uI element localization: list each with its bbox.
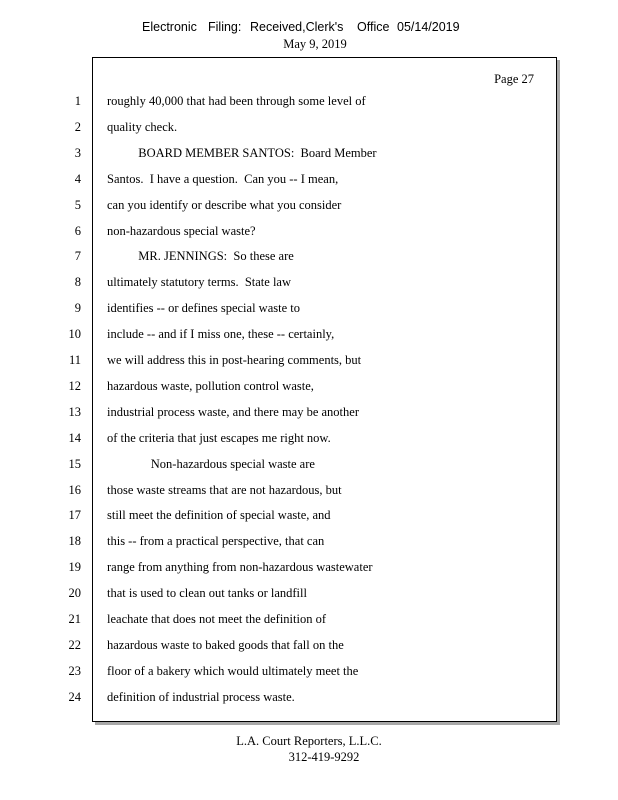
transcript-date: May 9, 2019: [283, 37, 347, 51]
line-text: can you identify or describe what you consider: [107, 197, 342, 212]
line-text: Santos. I have a question. Can you -- I mean,: [107, 171, 339, 186]
line-number: 19: [68, 560, 81, 575]
line-text: definition of industrial process waste.: [107, 689, 295, 704]
line-number: 2: [74, 119, 81, 134]
line-number: 13: [68, 404, 81, 419]
stamp-filing: Filing:: [208, 20, 242, 34]
line-number: 4: [74, 171, 81, 186]
line-number: 18: [68, 534, 81, 549]
stamp-electronic: Electronic: [142, 20, 197, 34]
line-text: MR. JENNINGS: So these are: [107, 249, 294, 264]
line-text: that is used to clean out tanks or landfill: [107, 586, 307, 601]
line-number: 22: [68, 637, 81, 652]
line-text: hazardous waste to baked goods that fall on the: [107, 637, 344, 652]
line-number: 1: [74, 94, 81, 108]
line-text: industrial process waste, and there may be another: [107, 404, 359, 419]
line-number: 7: [74, 249, 81, 264]
line-text: Non-hazardous special waste are: [107, 456, 315, 471]
line-text: ultimately statutory terms. State law: [107, 275, 291, 290]
line-number: 16: [68, 482, 81, 497]
line-text: roughly 40,000 that had been through some level of: [107, 94, 366, 108]
transcript-page: [68, 57, 557, 722]
line-number: 24: [68, 689, 81, 704]
line-text: range from anything from non-hazardous wastewater: [107, 560, 373, 575]
line-number: 3: [74, 145, 81, 160]
line-text: BOARD MEMBER SANTOS: Board Member: [107, 145, 377, 160]
line-number: 10: [68, 327, 81, 342]
line-text: floor of a bakery which would ultimately meet the: [107, 663, 359, 678]
line-number: 23: [68, 663, 81, 678]
line-number: 9: [74, 301, 81, 316]
stamp-received-clerks: Received,Clerk's: [250, 20, 344, 34]
page-number: Page 27: [494, 72, 534, 86]
line-text: quality check.: [107, 119, 178, 134]
footer-phone: 312-419-9292: [288, 750, 360, 764]
footer-company: L.A. Court Reporters, L.L.C.: [236, 734, 382, 748]
line-text: non-hazardous special waste?: [107, 223, 256, 238]
line-number: 21: [68, 612, 81, 626]
line-text: include -- and if I miss one, these -- certainly,: [107, 327, 335, 342]
line-number: 12: [68, 378, 81, 393]
line-number: 11: [68, 353, 81, 367]
line-number: 17: [68, 508, 81, 523]
line-text: leachate that does not meet the definition of: [107, 612, 327, 626]
line-text: identifies -- or defines special waste to: [107, 301, 300, 316]
line-number: 20: [68, 586, 81, 601]
line-number: 8: [74, 275, 81, 290]
line-text: those waste streams that are not hazardous, but: [107, 482, 342, 497]
line-text: we will address this in post-hearing comments, but: [107, 353, 362, 367]
stamp-office: Office: [357, 20, 390, 34]
stamp-date: 05/14/2019: [397, 20, 460, 34]
line-text: hazardous waste, pollution control waste,: [107, 378, 314, 393]
line-text: of the criteria that just escapes me right now.: [107, 430, 331, 445]
line-number: 5: [74, 197, 81, 212]
line-number: 14: [68, 430, 81, 445]
line-text: still meet the definition of special waste, and: [107, 508, 331, 523]
line-text: this -- from a practical perspective, that can: [107, 534, 325, 549]
line-number: 6: [74, 223, 81, 238]
line-number: 15: [68, 456, 81, 471]
